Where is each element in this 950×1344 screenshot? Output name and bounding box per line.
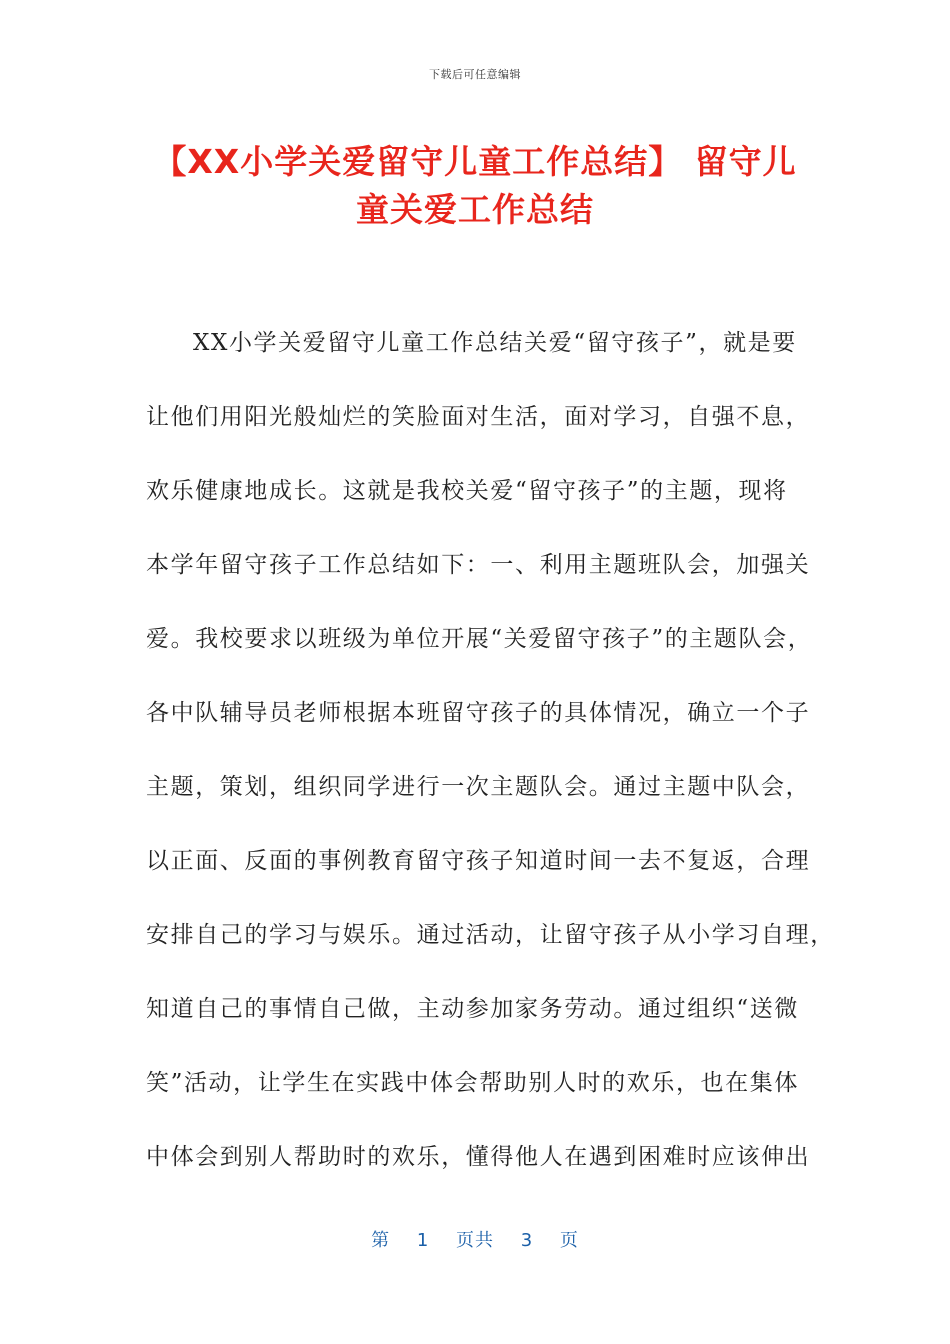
footer-page-number: 1	[416, 1230, 430, 1251]
body-line: 中体会到别人帮助时的欢乐，懂得他人在遇到困难时应该伸出	[146, 1144, 811, 1170]
body-line: XX小学关爱留守儿童工作总结关爱“留守孩子”，就是要	[193, 330, 797, 356]
header-note: 下载后可任意编辑	[429, 68, 521, 81]
footer-total-pages: 3	[520, 1230, 534, 1251]
body-line: 欢乐健康地成长。这就是我校关爱“留守孩子”的主题，现将	[146, 478, 788, 504]
page-footer	[0, 1226, 950, 1252]
body-text	[146, 318, 835, 1206]
body-line: 本学年留守孩子工作总结如下：一、利用主题班队会，加强关	[146, 552, 811, 578]
footer-suffix: 页	[559, 1230, 579, 1251]
title-line-2: 童关爱工作总结	[356, 190, 594, 229]
body-line: 以正面、反面的事例教育留守孩子知道时间一去不复返，合理	[146, 848, 811, 874]
body-line: 各中队辅导员老师根据本班留守孩子的具体情况，确立一个子	[146, 700, 811, 726]
footer-middle: 页共	[456, 1230, 494, 1251]
title-line-1: 【XX小学关爱留守儿童工作总结】 留守儿	[153, 142, 797, 181]
body-line: 主题，策划，组织同学进行一次主题队会。通过主题中队会，	[146, 774, 811, 800]
body-line: 安排自己的学习与娱乐。通过活动，让留守孩子从小学习自理，	[146, 922, 835, 948]
body-line: 让他们用阳光般灿烂的笑脸面对生活，面对学习，自强不息，	[146, 404, 811, 430]
body-line: 知道自己的事情自己做，主动参加家务劳动。通过组织“送微	[146, 996, 799, 1022]
footer-prefix: 第	[371, 1230, 391, 1251]
body-line: 爱。我校要求以班级为单位开展“关爱留守孩子”的主题队会，	[146, 626, 813, 652]
body-line: 笑”活动，让学生在实践中体会帮助别人时的欢乐，也在集体	[146, 1070, 799, 1096]
document-title	[120, 138, 830, 234]
